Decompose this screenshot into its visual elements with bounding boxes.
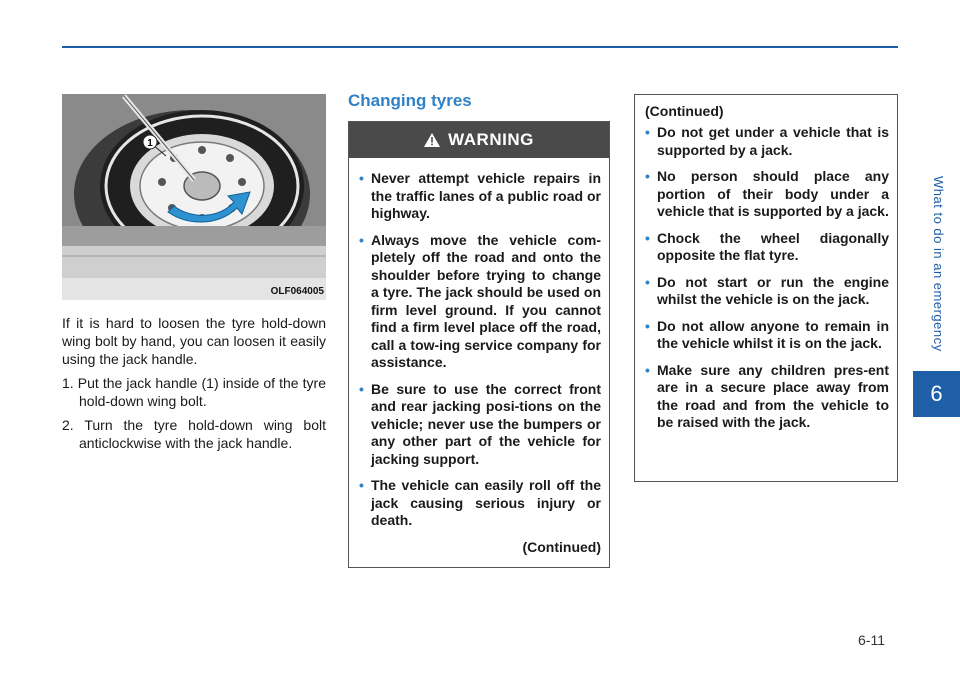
chapter-tab[interactable]: 6 bbox=[913, 371, 960, 417]
continued-warning-box bbox=[634, 94, 898, 482]
continued-note: (Continued) bbox=[522, 538, 601, 555]
chapter-title: What to do in an emergency bbox=[931, 176, 946, 352]
callout-1: 1 bbox=[147, 138, 153, 149]
steps-list bbox=[62, 374, 326, 452]
intro-paragraph: If it is hard to loosen the tyre hold-down wing bolt by hand, you can loosen it easily using the jack handle. bbox=[62, 315, 326, 367]
warning-item: • Do not get under a vehicle that is supported by a jack. bbox=[645, 124, 889, 159]
warning-item: • Do not allow anyone to remain in the vehicle whilst it is on the jack. bbox=[645, 318, 889, 353]
header-rule bbox=[62, 46, 898, 48]
procedure-text bbox=[62, 314, 326, 458]
warning-item: • Chock the wheel diagonally opposite the flat tyre. bbox=[645, 230, 889, 265]
spare-tyre-illustration bbox=[62, 94, 326, 300]
page-number: 6-11 bbox=[858, 632, 885, 648]
warning-label: WARNING bbox=[448, 130, 534, 149]
warning-box bbox=[348, 121, 610, 568]
warning-item: • The vehicle can easily roll off the jack causing serious injury or death. bbox=[359, 477, 601, 530]
spare-tyre-drawing bbox=[62, 94, 326, 300]
warning-item: • Never attempt vehicle repairs in the traffic lanes of a public road or highway. bbox=[359, 170, 601, 223]
warning-list bbox=[349, 158, 609, 530]
step-1: 1. Put the jack handle (1) inside of the tyre hold-down wing bolt. bbox=[62, 375, 326, 409]
warning-item: • Be sure to use the correct front and rear jacking posi-tions on the vehicle; never use the bumpers or any other part of the vehicle for jacking support. bbox=[359, 381, 601, 469]
warning-item: • Make sure any children pres-ent are in a secure place away from the road and from the vehicle to be raised with the jack. bbox=[645, 362, 889, 432]
warning-item: • Do not start or run the engine whilst the vehicle is on the jack. bbox=[645, 274, 889, 309]
figure-code: OLF064005 bbox=[270, 286, 324, 297]
continued-heading: (Continued) bbox=[645, 103, 724, 119]
warning-triangle-icon bbox=[424, 133, 440, 147]
warning-item: • Always move the vehicle com-pletely off the road and onto the shoulder before trying to change a tyre. The jack should be used on firm level ground. If you cannot find a firm level place off the road, call a tow-ing service company for assistance. bbox=[359, 232, 601, 372]
warning-header bbox=[349, 122, 609, 158]
warning-item: • No person should place any portion of their body under a vehicle that is supported by a jack. bbox=[645, 168, 889, 221]
section-title: Changing tyres bbox=[348, 91, 472, 110]
step-2: 2. Turn the tyre hold-down wing bolt anticlockwise with the jack handle. bbox=[62, 417, 326, 451]
continued-list bbox=[645, 124, 889, 432]
